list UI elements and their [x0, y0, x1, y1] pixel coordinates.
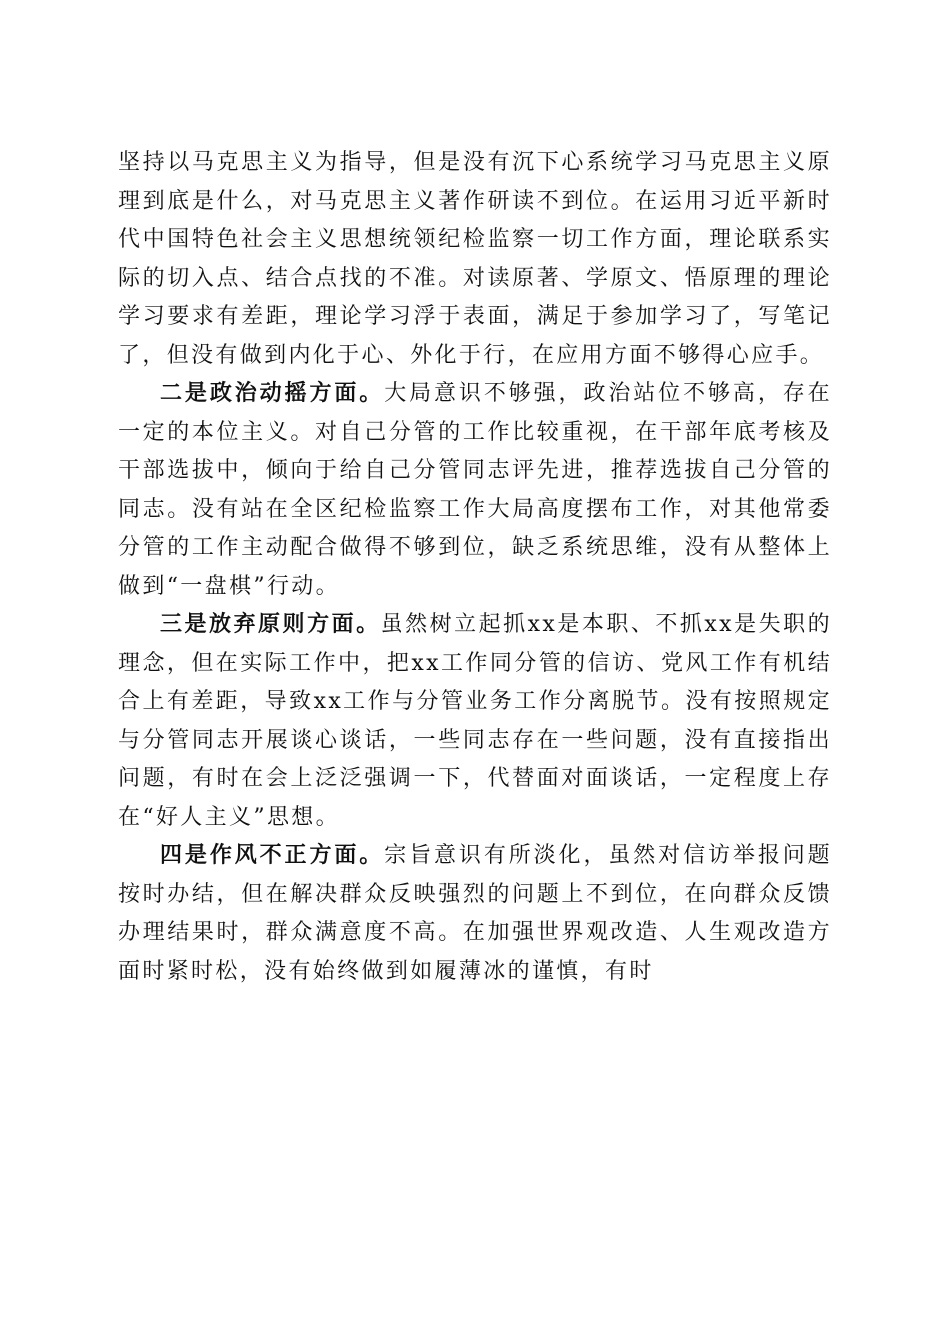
document-body — [118, 144, 832, 991]
paragraph-heading: 三是放弃原则方面。 — [160, 612, 381, 637]
paragraph-heading: 二是政治动摇方面。 — [160, 381, 385, 406]
paragraph-continuation — [118, 144, 832, 375]
paragraph-political-wavering — [118, 375, 832, 606]
paragraph-improper-conduct — [118, 837, 832, 991]
paragraph-heading: 四是作风不正方面。 — [160, 843, 385, 868]
paragraph-abandoning-principles — [118, 606, 832, 837]
paragraph-text: 大局意识不够强，政治站位不够高，存在一定的本位主义。对自己分管的工作比较重视，在干部年底考核及干部选拔中，倾向于给自己分管同志评先进，推荐选拔自己分管的同志。没有站在全区纪检监察工作大局高度摆布工作，对其他常委分管的工作主动配合做得不够到位，缺乏系统思维，没有从整体上做到“一盘棋”行动。 — [118, 381, 832, 599]
paragraph-text: 坚持以马克思主义为指导，但是没有沉下心系统学习马克思主义原理到底是什么，对马克思主义著作研读不到位。在运用习近平新时代中国特色社会主义思想统领纪检监察一切工作方面，理论联系实际的切入点、结合点找的不准。对读原著、学原文、悟原理的理论学习要求有差距，理论学习浮于表面，满足于参加学习了，写笔记了，但没有做到内化于心、外化于行，在应用方面不够得心应手。 — [118, 150, 832, 368]
paragraph-text: 宗旨意识有所淡化，虽然对信访举报问题按时办结，但在解决群众反映强烈的问题上不到位，在向群众反馈办理结果时，群众满意度不高。在加强世界观改造、人生观改造方面时紧时松，没有始终做到如履薄冰的谨慎，有时 — [118, 843, 832, 984]
paragraph-text: 虽然树立起抓xx是本职、不抓xx是失职的理念，但在实际工作中，把xx工作同分管的信访、党风工作有机结合上有差距，导致xx工作与分管业务工作分离脱节。没有按照规定与分管同志开展谈心谈话，一些同志存在一些问题，没有直接指出问题，有时在会上泛泛强调一下，代替面对面谈话，一定程度上存在“好人主义”思想。 — [118, 612, 832, 830]
